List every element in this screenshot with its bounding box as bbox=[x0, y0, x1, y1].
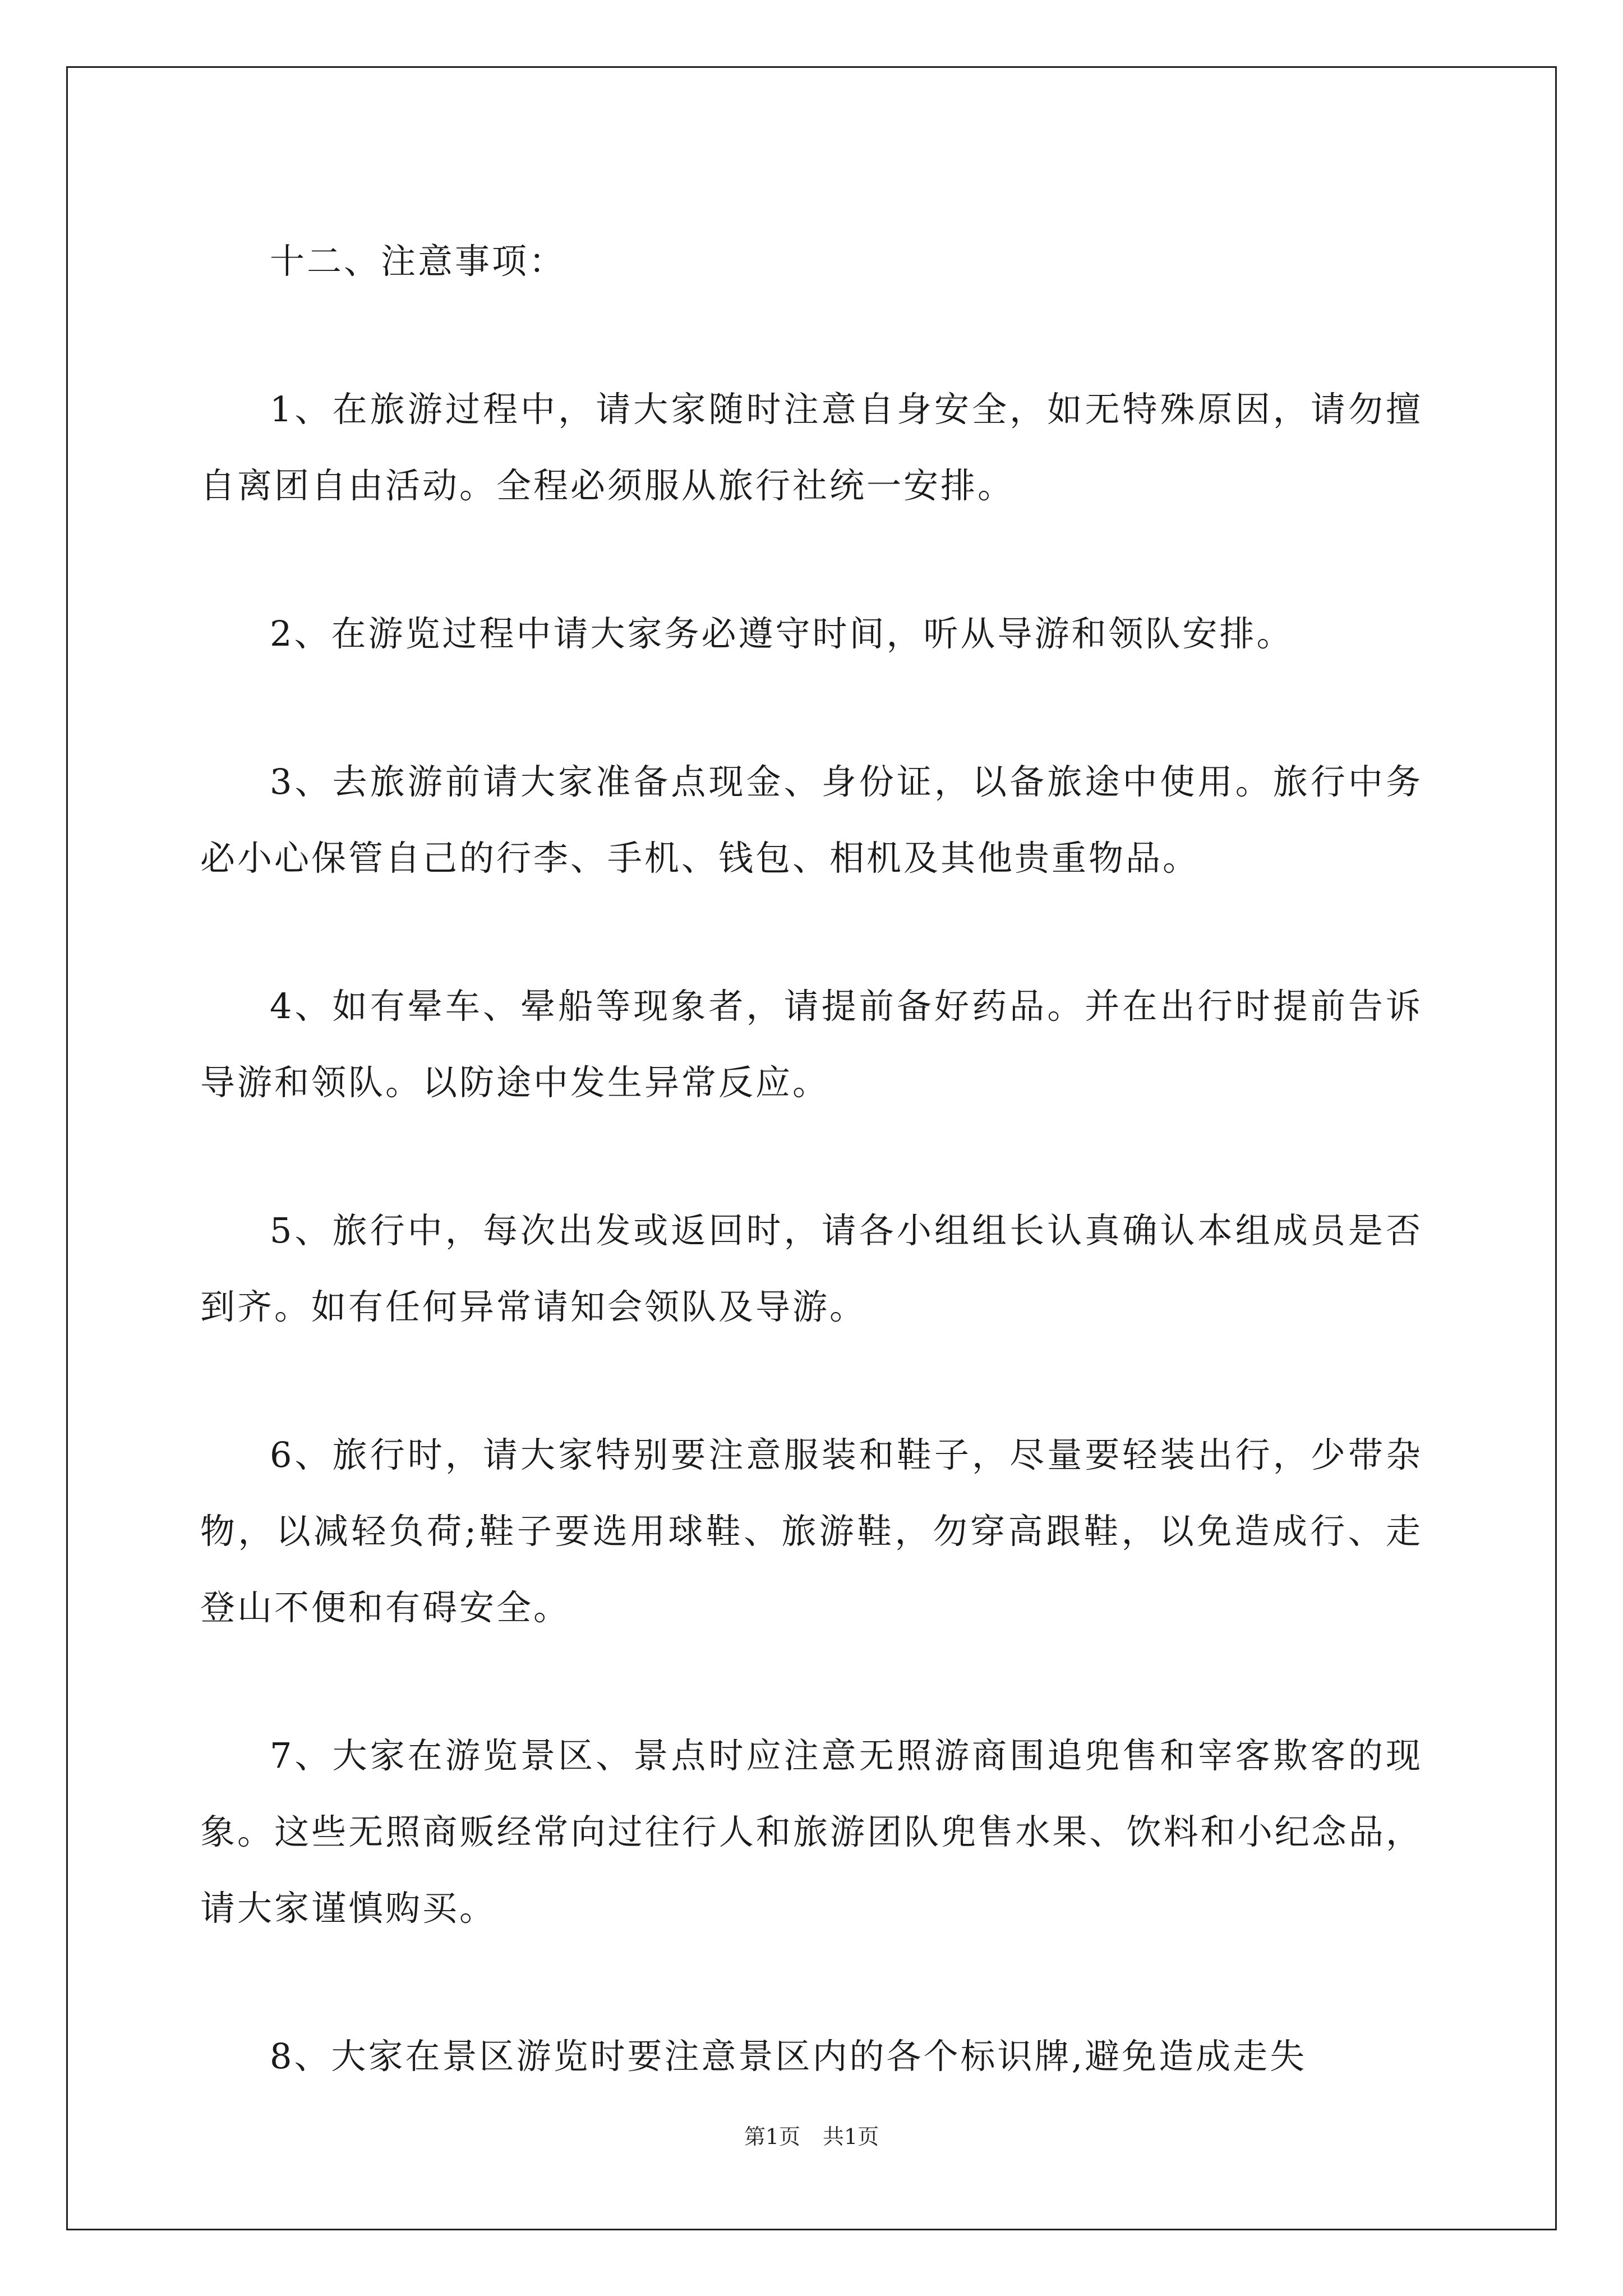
paragraph-5: 5、旅行中，每次出发或返回时，请各小组组长认真确认本组成员是否到齐。如有任何异常请知会领队及导游。 bbox=[200, 1210, 1423, 1327]
page-number-total: 共1页 bbox=[823, 2124, 879, 2149]
paragraph-6: 6、旅行时，请大家特别要注意服装和鞋子，尽量要轻装出行，少带杂物，以减轻负荷;鞋子要选用球鞋、旅游鞋，勿穿高跟鞋，以免造成行、走登山不便和有碍安全。 bbox=[200, 1434, 1423, 1628]
section-heading: 十二、注意事项： bbox=[270, 241, 566, 282]
paragraph-7: 7、大家在游览景区、景点时应注意无照游商围追兜售和宰客欺客的现象。这些无照商贩经常向过往行人和旅游团队兜售水果、饮料和小纪念品，请大家谨慎购买。 bbox=[200, 1735, 1423, 1929]
document-body bbox=[200, 223, 1423, 2095]
paragraph-1: 1、在旅游过程中，请大家随时注意自身安全，如无特殊原因，请勿擅自离团自由活动。全程必须服从旅行社统一安排。 bbox=[200, 389, 1423, 506]
page-number-current: 第1页 bbox=[744, 2124, 800, 2149]
paragraph-3: 3、去旅游前请大家准备点现金、身份证，以备旅途中使用。旅行中务必小心保管自己的行李、手机、钱包、相机及其他贵重物品。 bbox=[200, 761, 1423, 878]
paragraph-2: 2、在游览过程中请大家务必遵守时间，听从导游和领队安排。 bbox=[270, 613, 1294, 654]
paragraph-4: 4、如有晕车、晕船等现象者，请提前备好药品。并在出行时提前告诉导游和领队。以防途中发生异常反应。 bbox=[200, 986, 1423, 1103]
page-footer bbox=[0, 2123, 1623, 2151]
paragraph-8: 8、大家在景区游览时要注意景区内的各个标识牌,避免造成走失 bbox=[270, 2036, 1307, 2077]
